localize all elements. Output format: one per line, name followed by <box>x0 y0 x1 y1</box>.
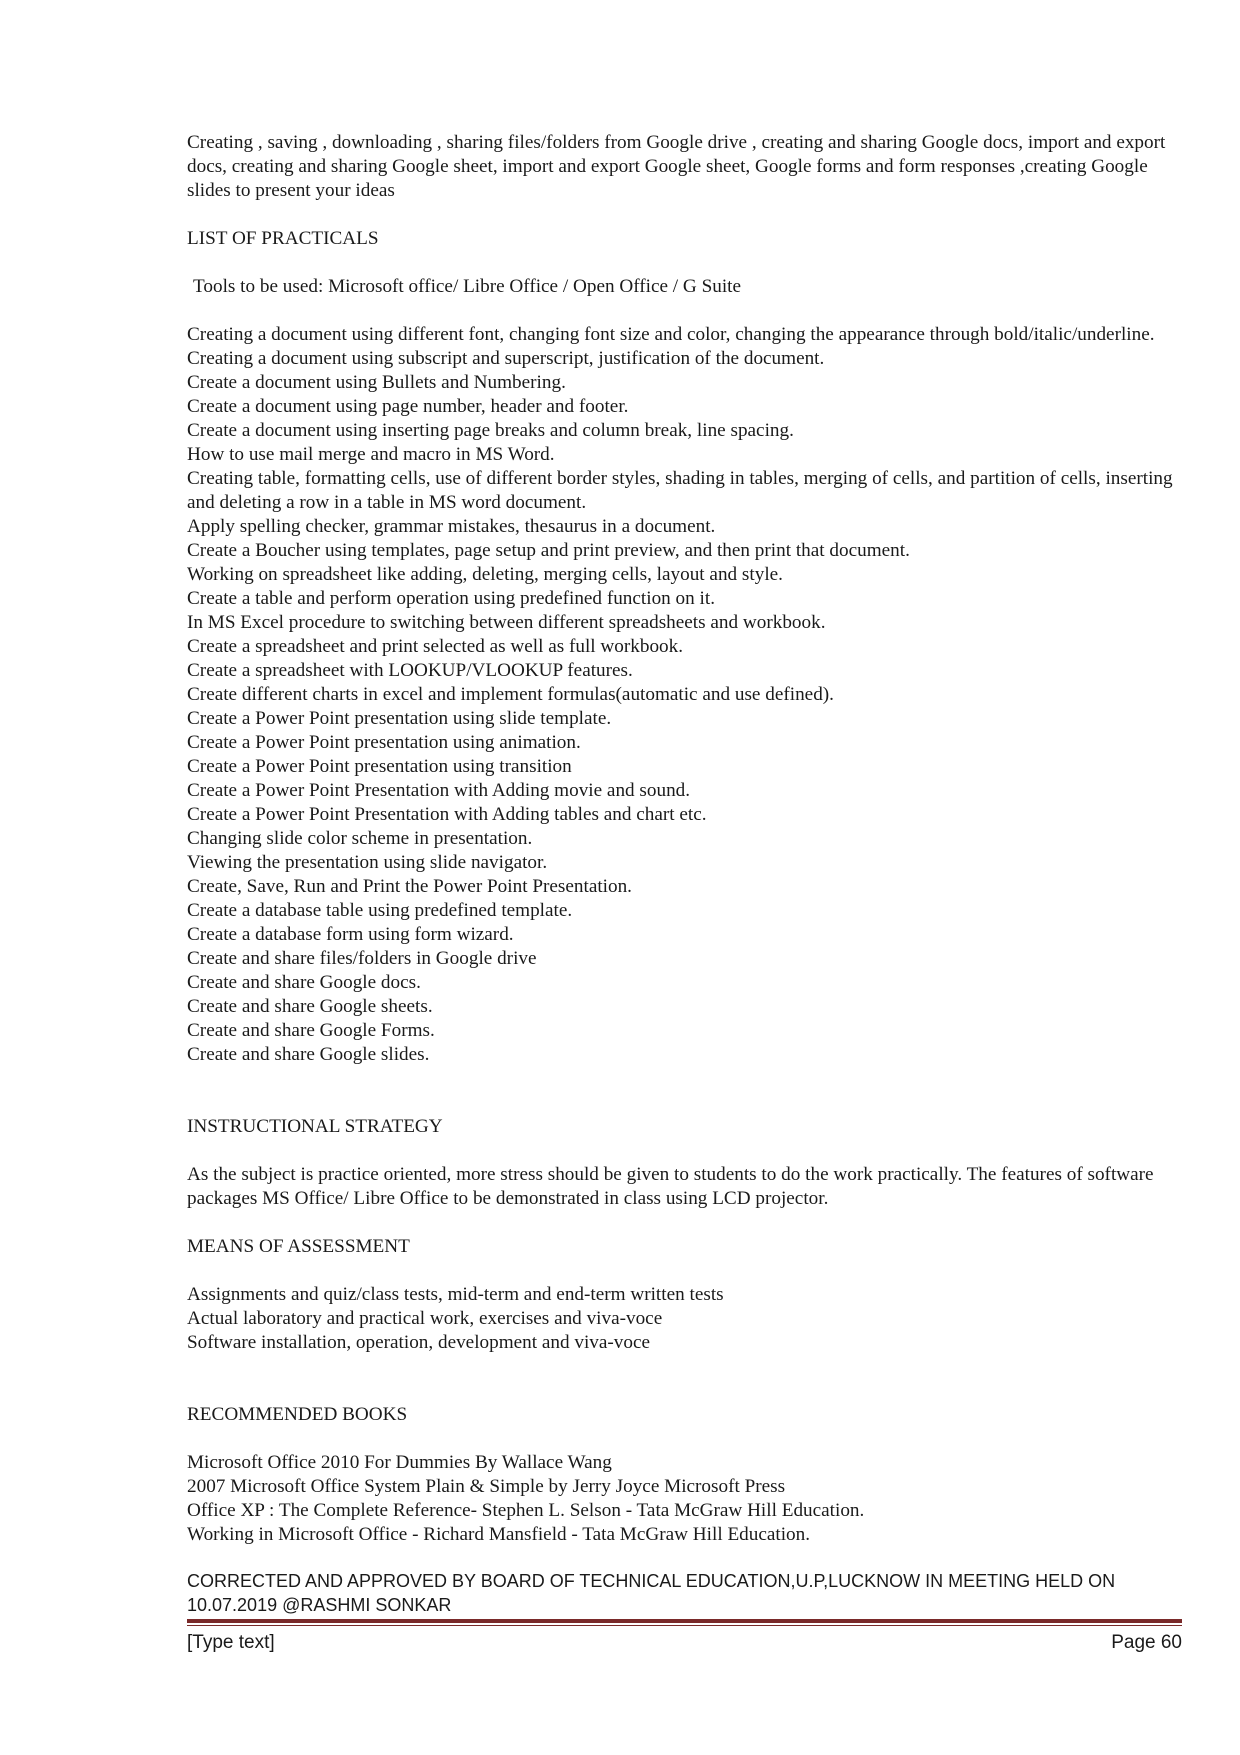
tools-line: Tools to be used: Microsoft office/ Libre Office / Open Office / G Suite <box>193 276 742 297</box>
practical-item: In MS Excel procedure to switching between different spreadsheets and workbook. <box>187 612 826 633</box>
practical-item: Create a Boucher using templates, page setup and print preview, and then print that document. <box>187 540 910 561</box>
practical-item: Creating a document using different font, changing font size and color, changing the appearance through bold/italic/underline. <box>187 324 1155 345</box>
practical-item: Create a table and perform operation using predefined function on it. <box>187 588 716 609</box>
practical-item: Create a spreadsheet with LOOKUP/VLOOKUP features. <box>187 660 633 681</box>
practical-item: Create a database form using form wizard. <box>187 924 514 945</box>
assessment-item: Actual laboratory and practical work, exercises and viva-voce <box>187 1308 663 1329</box>
page-body <box>187 131 1182 1547</box>
assessment-list <box>187 1283 1182 1355</box>
practical-item: Create a Power Point Presentation with Adding tables and chart etc. <box>187 804 707 825</box>
footer-rule-thin <box>187 1625 1182 1626</box>
practical-item: Viewing the presentation using slide navigator. <box>187 852 548 873</box>
intro-paragraph: Creating , saving , downloading , sharing files/folders from Google drive , creating and sharing Google docs, import and export docs, creating and sharing Google sheet, import and export Google sheet, Google forms and form responses ,creating Google slides to present your ideas <box>187 132 1166 201</box>
books-heading: RECOMMENDED BOOKS <box>187 1404 408 1425</box>
practical-item: Create and share files/folders in Google drive <box>187 948 537 969</box>
page-number: Page 60 <box>1111 1632 1182 1653</box>
assessment-item: Assignments and quiz/class tests, mid-term and end-term written tests <box>187 1284 724 1305</box>
practical-item: Create different charts in excel and implement formulas(automatic and use defined). <box>187 684 834 705</box>
practical-item: Create a document using inserting page breaks and column break, line spacing. <box>187 420 794 441</box>
practical-item: Create a document using page number, header and footer. <box>187 396 629 417</box>
assessment-item: Software installation, operation, development and viva-voce <box>187 1332 651 1353</box>
practical-item: Create a database table using predefined template. <box>187 900 573 921</box>
practicals-heading: LIST OF PRACTICALS <box>187 228 379 249</box>
practicals-list <box>187 323 1182 1067</box>
practical-item: Create, Save, Run and Print the Power Point Presentation. <box>187 876 632 897</box>
practical-item: Create and share Google Forms. <box>187 1020 435 1041</box>
strategy-paragraph: As the subject is practice oriented, more stress should be given to students to do the work practically. The features of software packages MS Office/ Libre Office to be demonstrated in class using LCD projector. <box>187 1164 1154 1209</box>
practical-item: Apply spelling checker, grammar mistakes, thesaurus in a document. <box>187 516 716 537</box>
footer-rule-thick <box>187 1619 1182 1623</box>
practical-item: Create a spreadsheet and print selected as well as full workbook. <box>187 636 684 657</box>
practical-item: Creating table, formatting cells, use of different border styles, shading in tables, merging of cells, and partition of cells, inserting and deleting a row in a table in MS word document. <box>187 468 1173 513</box>
practical-item: Create and share Google docs. <box>187 972 421 993</box>
strategy-heading: INSTRUCTIONAL STRATEGY <box>187 1116 443 1137</box>
practical-item: Create a document using Bullets and Numbering. <box>187 372 566 393</box>
practical-item: How to use mail merge and macro in MS Word. <box>187 444 555 465</box>
book-item: Microsoft Office 2010 For Dummies By Wallace Wang <box>187 1452 612 1473</box>
practical-item: Create a Power Point presentation using slide template. <box>187 708 612 729</box>
assessment-heading: MEANS OF ASSESSMENT <box>187 1236 410 1257</box>
books-list <box>187 1451 1182 1547</box>
practical-item: Working on spreadsheet like adding, deleting, merging cells, layout and style. <box>187 564 783 585</box>
footer-placeholder-text: [Type text] <box>187 1632 275 1653</box>
practical-item: Create a Power Point presentation using transition <box>187 756 572 777</box>
practical-item: Creating a document using subscript and superscript, justification of the document. <box>187 348 825 369</box>
approval-note: CORRECTED AND APPROVED BY BOARD OF TECHNICAL EDUCATION,U.P,LUCKNOW IN MEETING HELD ON 10.07.2019 @RASHMI SONKAR <box>187 1571 1116 1615</box>
book-item: 2007 Microsoft Office System Plain & Simple by Jerry Joyce Microsoft Press <box>187 1476 786 1497</box>
practical-item: Create a Power Point presentation using animation. <box>187 732 581 753</box>
practical-item: Changing slide color scheme in presentation. <box>187 828 533 849</box>
practical-item: Create a Power Point Presentation with Adding movie and sound. <box>187 780 691 801</box>
practical-item: Create and share Google sheets. <box>187 996 433 1017</box>
book-item: Office XP : The Complete Reference- Stephen L. Selson - Tata McGraw Hill Education. <box>187 1500 865 1521</box>
book-item: Working in Microsoft Office - Richard Mansfield - Tata McGraw Hill Education. <box>187 1524 811 1545</box>
practical-item: Create and share Google slides. <box>187 1044 430 1065</box>
